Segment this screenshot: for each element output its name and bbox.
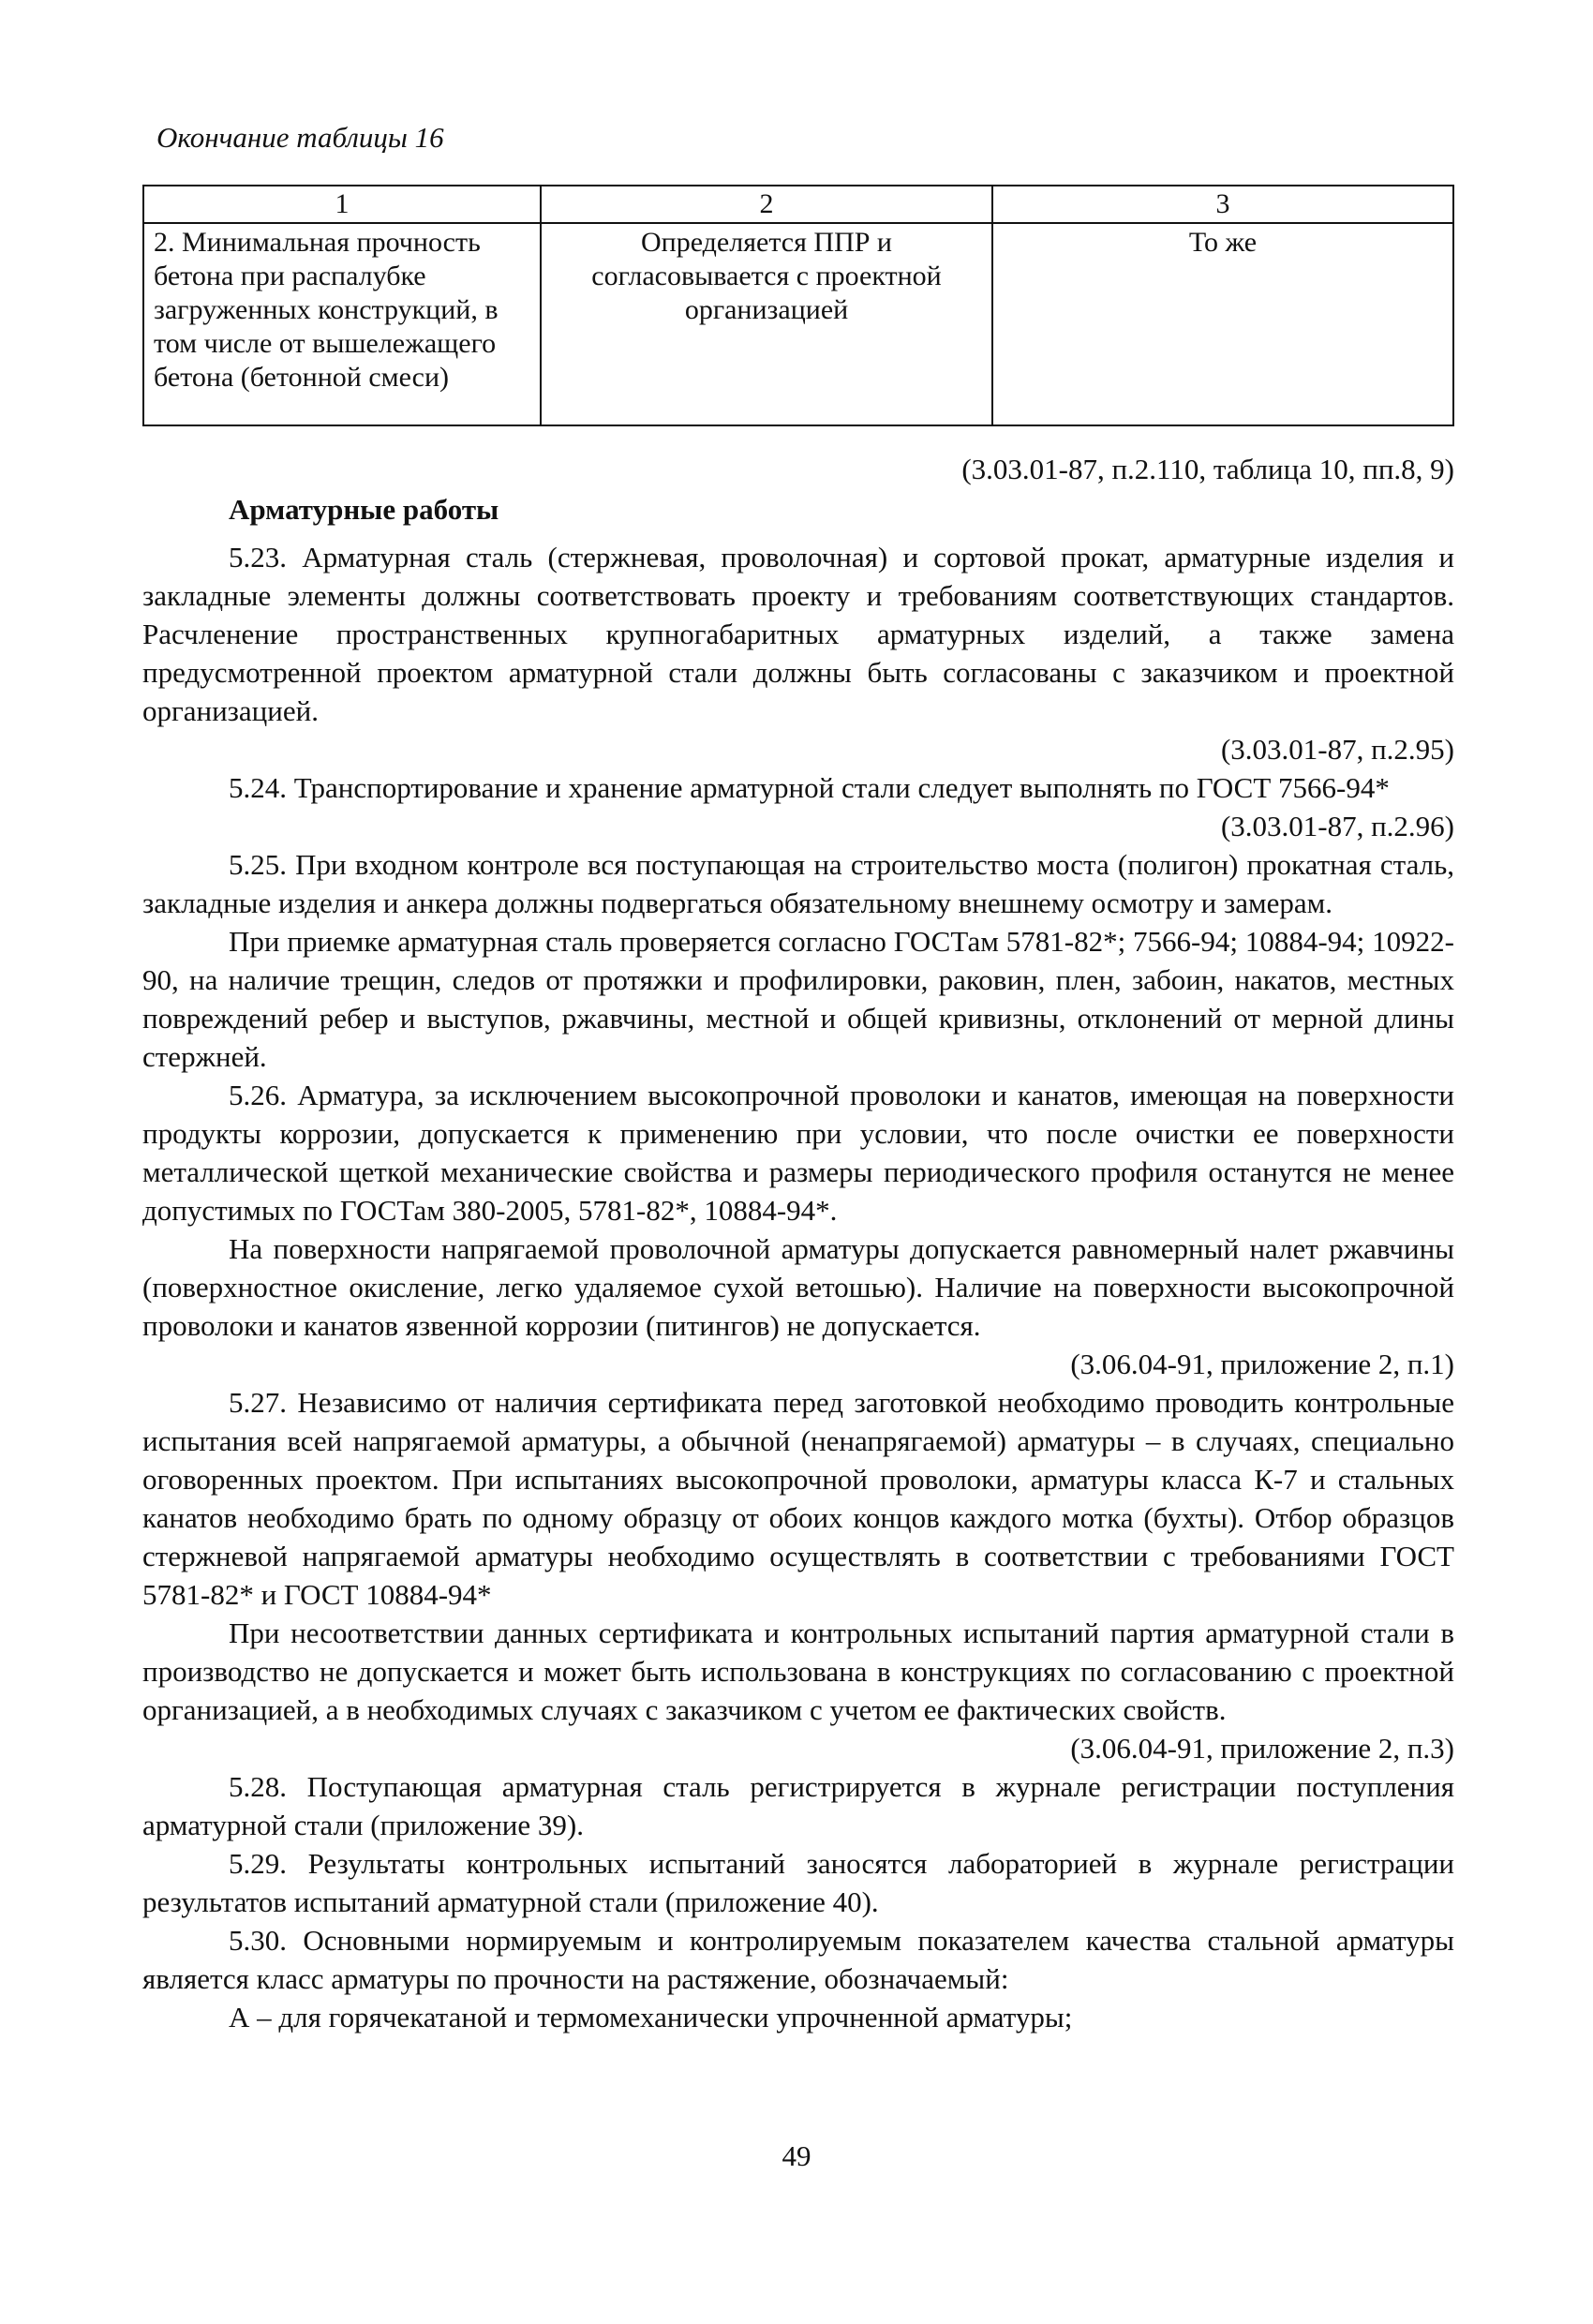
table-cell-control: То же (992, 223, 1453, 425)
table-header-row (143, 186, 1453, 223)
section-title: Арматурные работы (229, 493, 499, 526)
paragraph-5-26: 5.26. Арматура, за исключением высокопрочной проволоки и канатов, имеющая на поверхности продукты коррозии, допускается к применению при условии, что после очистки ее поверхности металлической щеткой механические свойства и размеры периодического профиля останутся не менее допустимых по ГОСТам 380-2005, 5781-82*, 10884-94*. (142, 1079, 1454, 1227)
table-row (143, 223, 1453, 425)
paragraph-5-25-acceptance: При приемке арматурная сталь проверяется согласно ГОСТам 5781-82*; 7566-94; 10884-94; 10922-90, на наличие трещин, следов от протяжки и профилировки, раковин, плен, забоин, накатов, местных повреждений ребер и выступов, ржавчины, местной и общей кривизны, отклонений от мерной длины стержней. (142, 925, 1454, 1073)
table-16 (142, 185, 1454, 426)
paragraph-5-30-class-a: А – для горячекатаной и термомеханически упрочненной арматуры; (229, 2001, 1073, 2034)
paragraph-5-24: 5.24. Транспортирование и хранение арматурной стали следует выполнять по ГОСТ 7566-94* (229, 771, 1390, 804)
paragraph-5-27-mismatch: При несоответствии данных сертификата и контрольных испытаний партия арматурной стали в производство не допускается и может быть использована в конструкциях по согласованию с проектной организацией, а в необходимых случаях с заказчиком с учетом ее фактических свойств. (142, 1616, 1454, 1726)
table-header-col-3: 3 (992, 186, 1453, 223)
reference-5-23: (3.03.01-87, п.2.95) (1220, 733, 1454, 766)
reference-5-24: (3.03.01-87, п.2.96) (1220, 810, 1454, 842)
page-number: 49 (782, 2139, 811, 2172)
document-body (142, 450, 1454, 2036)
paragraph-5-25: 5.25. При входном контроле вся поступающая на строительство моста (полигон) прокатная сталь, закладные изделия и анкера должны подвергаться обязательному внешнему осмотру и замерам. (142, 848, 1454, 919)
paragraph-5-23: 5.23. Арматурная сталь (стержневая, проволочная) и сортовой прокат, арматурные изделия и закладные элементы должны соответствовать проекту и требованиям соответствующих стандартов. Расчленение пространственных крупногабаритных арматурных изделий, а также замена предусмотренной проектом арматурной стали должны быть согласованы с заказчиком и проектной организацией. (142, 541, 1454, 727)
paragraph-5-28: 5.28. Поступающая арматурная сталь регистрируется в журнале регистрации поступления арматурной стали (приложение 39). (142, 1770, 1454, 1841)
paragraph-5-27: 5.27. Независимо от наличия сертификата перед заготовкой необходимо проводить контрольные испытания всей напрягаемой арматуры, а обычной (ненапрягаемой) арматуры – в случаях, специально оговоренных проектом. При испытаниях высокопрочной проволоки, арматуры класса К-7 и стальных канатов необходимо брать по одному образцу от обоих концов каждого мотка (бухты). Отбор образцов стержневой напрягаемой арматуры необходимо осуществлять в соответствии с требованиями ГОСТ 5781-82* и ГОСТ 10884-94* (142, 1386, 1454, 1611)
table-header-col-2: 2 (541, 186, 992, 223)
reference-5-26: (3.06.04-91, приложение 2, п.1) (1070, 1348, 1454, 1380)
reference-5-27: (3.06.04-91, приложение 2, п.3) (1070, 1732, 1454, 1765)
paragraph-5-29: 5.29. Результаты контрольных испытаний заносятся лабораторией в журнале регистрации результатов испытаний арматурной стали (приложение 40). (142, 1847, 1454, 1918)
table-caption: Окончание таблицы 16 (156, 121, 444, 154)
paragraph-5-30: 5.30. Основными нормируемым и контролируемым показателем качества стальной арматуры является класс арматуры по прочности на растяжение, обозначаемый: (142, 1924, 1454, 1995)
table-cell-requirement: Определяется ППР и согласовывается с проектной организацией (541, 223, 992, 425)
paragraph-5-26-rust: На поверхности напрягаемой проволочной арматуры допускается равномерный налет ржавчины (поверхностное окисление, легко удаляемое сухой ветошью). Наличие на поверхности высокопрочной проволоки и канатов язвенной коррозии (питингов) не допускается. (142, 1232, 1454, 1342)
reference-table: (3.03.01-87, п.2.110, таблица 10, пп.8, 9) (961, 453, 1454, 485)
table-cell-parameter: 2. Минимальная прочность бетона при распалубке загруженных конструкций, в том числе от вышележащего бетона (бетонной смеси) (143, 223, 541, 425)
table-header-col-1: 1 (143, 186, 541, 223)
